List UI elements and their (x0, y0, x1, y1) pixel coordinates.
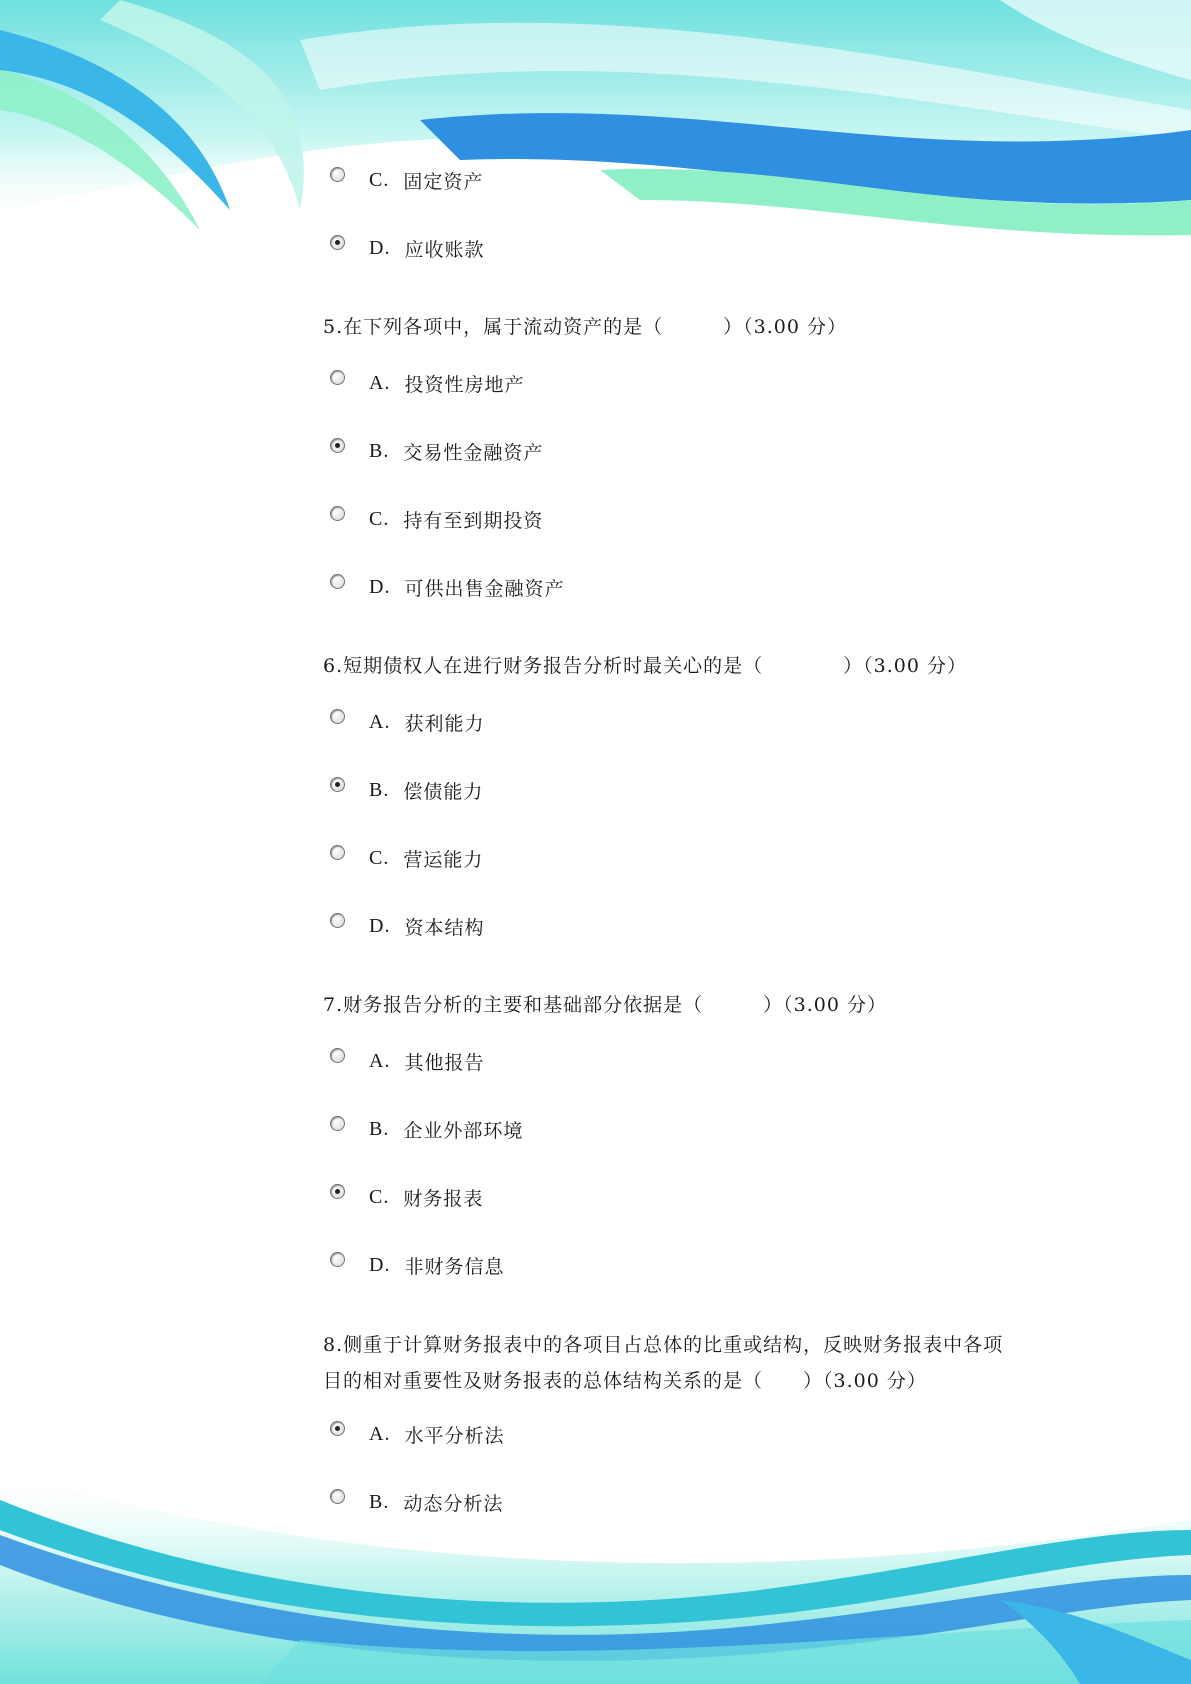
option-label: 交易性金融资产 (403, 441, 544, 464)
option-letter: C. (369, 846, 390, 869)
option-q8-a[interactable] (330, 1419, 504, 1449)
question-number: 6. (323, 655, 344, 677)
option-q8-b[interactable] (330, 1487, 503, 1517)
option-label: 应收账款 (404, 238, 485, 261)
option-label: 水平分析法 (404, 1424, 505, 1447)
radio-button-icon[interactable] (330, 845, 345, 860)
option-label: 偿债能力 (403, 780, 484, 803)
radio-button-icon[interactable] (330, 506, 345, 521)
option-letter: A. (369, 1422, 391, 1445)
question-6-stem (323, 649, 1023, 683)
radio-button-icon[interactable] (330, 1116, 345, 1131)
option-label: 投资性房地产 (404, 373, 525, 396)
option-q6-a[interactable] (330, 707, 484, 737)
option-label: 持有至到期投资 (403, 509, 544, 532)
radio-button-icon[interactable] (330, 913, 345, 928)
option-letter: A. (369, 371, 391, 394)
option-q7-a[interactable] (330, 1046, 484, 1076)
option-label: 资本结构 (404, 916, 485, 939)
option-letter: B. (369, 1117, 390, 1140)
radio-button-icon[interactable] (330, 1421, 345, 1436)
radio-button-icon[interactable] (330, 777, 345, 792)
radio-button-icon[interactable] (330, 1489, 345, 1504)
option-q7-b[interactable] (330, 1114, 523, 1144)
radio-button-icon[interactable] (330, 1184, 345, 1199)
question-text: 在下列各项中，属于流动资产的是（ ）（3.00 分） (343, 316, 847, 338)
option-label: 其他报告 (404, 1051, 485, 1074)
option-letter: D. (369, 1253, 391, 1276)
option-letter: A. (369, 710, 391, 733)
radio-button-icon[interactable] (330, 1252, 345, 1267)
option-q6-b[interactable] (330, 775, 483, 805)
option-letter: C. (369, 1185, 390, 1208)
option-label: 企业外部环境 (403, 1119, 524, 1142)
option-label: 财务报表 (403, 1187, 484, 1210)
option-label: 固定资产 (403, 170, 484, 193)
option-q5-d[interactable] (330, 572, 564, 602)
option-q4-c[interactable] (330, 165, 483, 195)
radio-button-icon[interactable] (330, 709, 345, 724)
option-q6-c[interactable] (330, 843, 483, 873)
question-8-stem (323, 1327, 1023, 1399)
option-letter: C. (369, 168, 390, 191)
question-text: 财务报告分析的主要和基础部分依据是（ ）（3.00 分） (343, 994, 887, 1016)
option-q5-a[interactable] (330, 368, 524, 398)
question-number: 5. (323, 316, 344, 338)
question-number: 7. (323, 994, 344, 1016)
option-letter: B. (369, 1490, 390, 1513)
question-text: 短期债权人在进行财务报告分析时最关心的是（ ）（3.00 分） (343, 655, 967, 677)
option-letter: D. (369, 236, 391, 259)
radio-button-icon[interactable] (330, 235, 345, 250)
radio-button-icon[interactable] (330, 1048, 345, 1063)
option-label: 非财务信息 (404, 1255, 505, 1278)
option-letter: B. (369, 778, 390, 801)
option-q7-c[interactable] (330, 1182, 483, 1212)
radio-button-icon[interactable] (330, 438, 345, 453)
option-letter: A. (369, 1049, 391, 1072)
option-q4-d[interactable] (330, 233, 484, 263)
option-label: 动态分析法 (403, 1492, 504, 1515)
option-q7-d[interactable] (330, 1250, 504, 1280)
option-q5-c[interactable] (330, 504, 543, 534)
option-letter: B. (369, 439, 390, 462)
radio-button-icon[interactable] (330, 574, 345, 589)
option-letter: D. (369, 575, 391, 598)
option-label: 可供出售金融资产 (404, 577, 565, 600)
option-label: 营运能力 (403, 848, 484, 871)
question-5-stem (323, 310, 1023, 344)
radio-button-icon[interactable] (330, 167, 345, 182)
radio-button-icon[interactable] (330, 370, 345, 385)
option-letter: D. (369, 914, 391, 937)
question-7-stem (323, 988, 1023, 1022)
question-number: 8. (323, 1334, 344, 1356)
option-q5-b[interactable] (330, 436, 543, 466)
option-letter: C. (369, 507, 390, 530)
option-q6-d[interactable] (330, 911, 484, 941)
option-label: 获利能力 (404, 712, 485, 735)
question-text: 侧重于计算财务报表中的各项目占总体的比重或结构，反映财务报表中各项目的相对重要性及财务报表的总体结构关系的是（ ）（3.00 分） (323, 1334, 1004, 1392)
